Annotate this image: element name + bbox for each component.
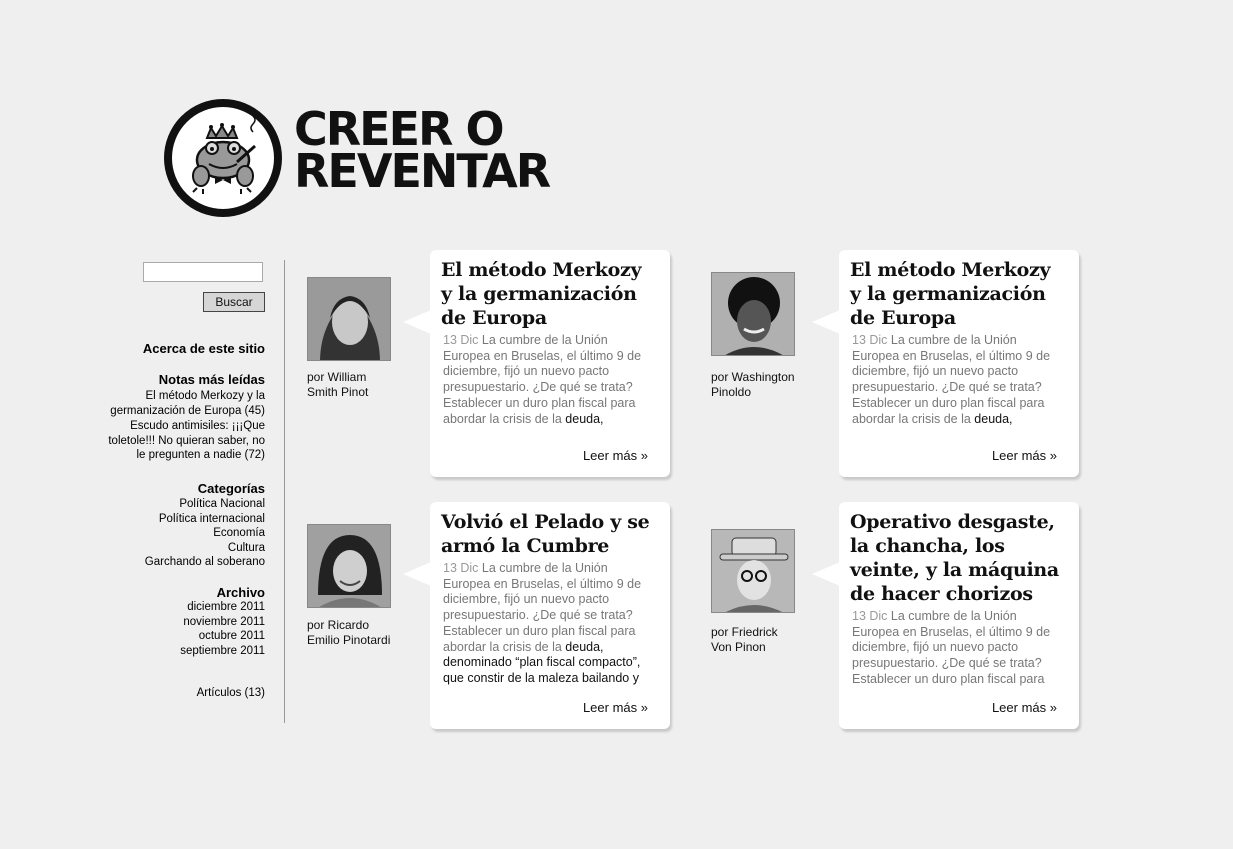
person-portrait-icon — [308, 278, 391, 361]
category-link[interactable]: Economía — [213, 527, 265, 539]
post-title[interactable]: El método Merkozy y la germanización de Europa — [441, 259, 642, 329]
category-link[interactable]: Garchando al soberano — [144, 556, 265, 568]
person-portrait-icon — [712, 273, 795, 356]
search-input[interactable] — [143, 262, 263, 282]
author-name[interactable]: por Friedrick Von Pinon — [711, 625, 778, 654]
post-date: 13 Dic — [443, 333, 479, 347]
read-more-link[interactable]: Leer más » — [991, 448, 1057, 463]
post-title[interactable]: Volvió el Pelado y se armó la Cumbre — [441, 511, 650, 557]
most-read-heading: Notas más leídas — [158, 372, 265, 387]
post-excerpt: 13 Dic La cumbre de la Unión Europea en Bruselas, el último 9 de diciembre, fijó un nuevo pacto presupuestario. ¿De qué se trata? Establecer un duro plan fiscal para abordar la crisis de la deuda, — [852, 333, 1051, 426]
categories-heading: Categorías — [197, 481, 265, 496]
author-name[interactable]: por Ricardo Emilio Pinotardi — [307, 618, 391, 647]
read-more-link[interactable]: Leer más » — [991, 700, 1057, 715]
category-link[interactable]: Política internacional — [158, 512, 265, 525]
archive-list — [180, 600, 265, 658]
post-excerpt: 13 Dic La cumbre de la Unión Europea en Bruselas, el último 9 de diciembre, fijó un nuevo pacto presupuestario. ¿De qué se trata? Establecer un duro plan fiscal para — [852, 609, 1051, 686]
archive-heading: Archivo — [216, 585, 265, 600]
post-title[interactable]: El método Merkozy y la germanización de Europa — [850, 259, 1051, 329]
author-avatar[interactable] — [711, 529, 795, 613]
most-read-list — [108, 389, 265, 463]
post-excerpt: 13 Dic La cumbre de la Unión Europea en Bruselas, el último 9 de diciembre, fijó un nuevo pacto presupuestario. ¿De qué se trata? Establecer un duro plan fiscal para abordar la crisis de la deuda, — [443, 333, 642, 426]
post-date: 13 Dic — [852, 609, 888, 623]
site-title-line2: REVENTAR — [294, 144, 550, 198]
archive-link[interactable]: octubre 2011 — [198, 630, 265, 642]
categories-list — [145, 497, 265, 570]
post-date: 13 Dic — [443, 561, 479, 575]
most-read-item[interactable]: El método Merkozy y la germanización de Europa (45) — [110, 390, 265, 417]
author-name[interactable]: por William Smith Pinot — [307, 370, 369, 399]
site-title[interactable] — [294, 102, 550, 198]
frog-king-icon — [175, 110, 271, 206]
author-avatar[interactable] — [307, 524, 391, 608]
articles-count-link[interactable]: Artículos (13) — [196, 687, 265, 699]
post-card — [430, 502, 670, 729]
sidebar-divider — [284, 260, 285, 723]
about-link[interactable]: Acerca de este sitio — [142, 341, 265, 356]
post-title[interactable]: Operativo desgaste, la chancha, los veinte, y la máquina de hacer chorizos — [850, 511, 1059, 605]
post-card — [430, 250, 670, 477]
author-avatar[interactable] — [307, 277, 391, 361]
post-date: 13 Dic — [852, 333, 888, 347]
search-button[interactable]: Buscar — [203, 292, 265, 312]
author-avatar[interactable] — [711, 272, 795, 356]
archive-link[interactable]: septiembre 2011 — [180, 644, 265, 657]
author-name[interactable]: por Washington Pinoldo — [711, 370, 795, 399]
most-read-item[interactable]: Escudo antimisiles: ¡¡¡Que toletole!!! No quieran saber, no le pregunten a nadie (72) — [108, 420, 265, 461]
person-portrait-icon — [308, 525, 391, 608]
category-link[interactable]: Política Nacional — [179, 498, 265, 510]
read-more-link[interactable]: Leer más » — [582, 448, 648, 463]
frog-logo[interactable] — [164, 99, 282, 217]
read-more-link[interactable]: Leer más » — [582, 700, 648, 715]
site-title-line1: CREER O — [294, 102, 503, 156]
archive-link[interactable]: noviembre 2011 — [183, 615, 265, 628]
post-excerpt: 13 Dic La cumbre de la Unión Europea en Bruselas, el último 9 de diciembre, fijó un nuevo pacto presupuestario. ¿De qué se trata? Establecer un duro plan fiscal para abordar la crisis de la deuda, denominado “plan fiscal compacto”, que constir de la maleza bailando y — [443, 561, 642, 685]
post-card — [839, 250, 1079, 477]
post-card — [839, 502, 1079, 729]
person-portrait-icon — [712, 530, 795, 613]
archive-link[interactable]: diciembre 2011 — [187, 601, 265, 613]
category-link[interactable]: Cultura — [227, 541, 265, 554]
